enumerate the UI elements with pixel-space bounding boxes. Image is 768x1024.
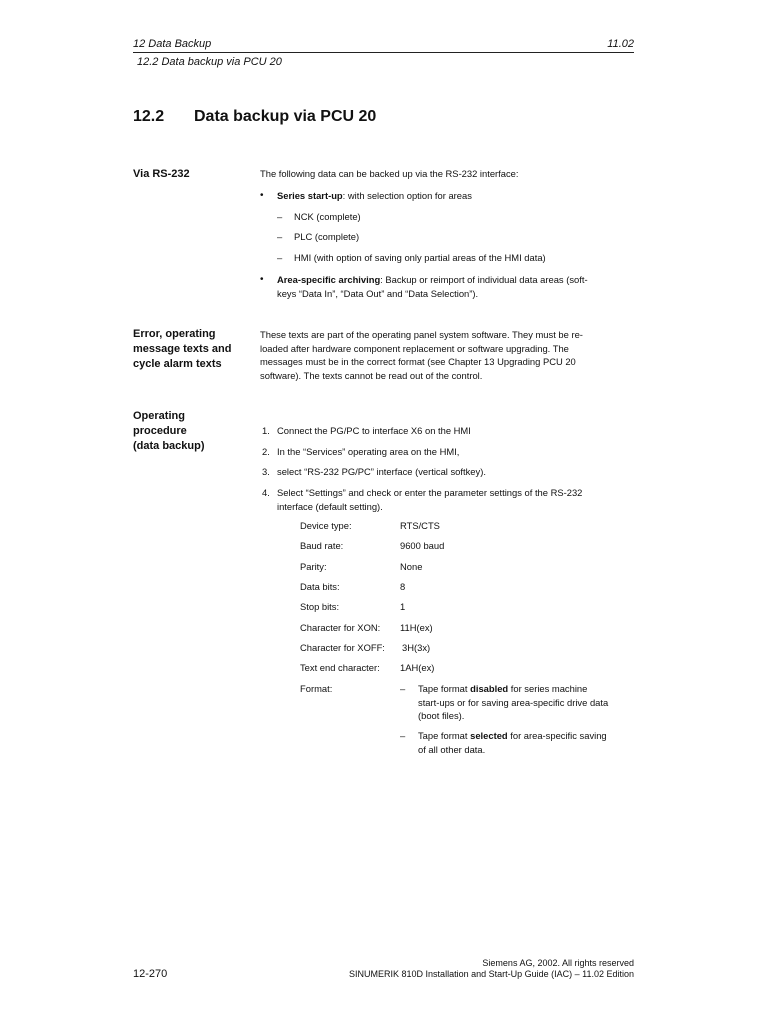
step-text-line: interface (default setting). [277,500,383,512]
step-number: 4. [262,487,270,498]
side-heading-line: Error, operating [133,328,216,340]
bullet-bold-text: Area-specific archiving [277,274,381,285]
side-heading-rs232: Via RS-232 [133,168,190,180]
side-heading-line: procedure [133,425,187,437]
bullet-area-archiving [277,273,642,300]
header-rule [133,52,634,53]
step-number: 3. [262,466,270,477]
running-header-section: 12.2 Data backup via PCU 20 [137,56,282,68]
dash-mark: – [400,730,406,741]
section-number: 12.2 [133,108,165,125]
running-header-chapter: 12 Data Backup [133,38,212,50]
step-text: Connect the PG/PC to interface X6 on the HMI [277,425,471,436]
param-label: Stop bits: [300,601,340,612]
param-value: 3H(3x) [402,642,431,653]
bullet-series-startup [277,189,637,203]
side-heading-line: Operating [133,410,185,422]
running-header-version: 11.02 [607,38,634,50]
side-heading-error-texts [133,327,253,372]
footer-book-title: SINUMERIK 810D Installation and Start-Up Guide (IAC) – 11.02 Edition [349,969,634,979]
param-value: 8 [400,581,406,592]
section-title: Data backup via PCU 20 [194,108,377,125]
bullet-mark: • [260,274,264,285]
dash-mark: – [400,683,406,694]
rs232-intro: The following data can be backed up via the RS-232 interface: [260,168,519,179]
sub-item-plc: PLC (complete) [294,231,360,242]
param-value: 1 [400,601,406,612]
format-text: Tape format [418,730,471,741]
paragraph-line: messages must be in the correct format (see Chapter 13 Upgrading PCU 20 [260,356,576,367]
paragraph-line: software). The texts cannot be read out of the control. [260,369,483,381]
page-number: 12-270 [133,968,168,980]
format-text: for area-specific saving [507,730,607,741]
side-heading-line: cycle alarm texts [133,358,222,370]
param-label: Baud rate: [300,540,344,551]
format-bold-text: disabled [470,683,509,694]
side-heading-line: message texts and [133,343,232,355]
dash-mark: – [277,252,283,263]
step-text [277,486,642,513]
param-label: Character for XOFF: [300,642,385,653]
param-label: Device type: [300,520,352,531]
bullet-mark: • [260,190,264,201]
side-heading-procedure [133,409,253,454]
param-value: RTS/CTS [400,520,440,531]
param-label: Parity: [300,561,327,572]
format-option-disabled [418,682,640,723]
format-text: Tape format [418,683,471,694]
param-value: 11H(ex) [400,622,433,633]
dash-mark: – [277,211,283,222]
format-text-line: (boot files). [418,710,465,721]
step-text: In the “Services” operating area on the HMI, [277,446,460,457]
param-label: Text end character: [300,662,380,673]
format-text-line: of all other data. [418,743,486,755]
format-label: Format: [300,683,333,694]
dash-mark: – [277,231,283,242]
bullet-text: : Backup or reimport of individual data areas (soft- [380,274,588,285]
step-number: 2. [262,446,270,457]
param-label: Character for XON: [300,622,381,633]
sub-item-hmi: HMI (with option of saving only partial areas of the HMI data) [294,252,546,263]
bullet-text: : with selection option for areas [342,190,472,201]
format-option-selected [418,729,640,756]
format-text-line: start-ups or for saving area-specific drive data [418,696,609,708]
step-number: 1. [262,425,270,436]
footer-copyright: Siemens AG, 2002. All rights reserved [482,958,634,968]
format-text: for series machine [508,683,588,694]
step-text: select “RS-232 PG/PC” interface (vertical softkey). [277,466,486,477]
paragraph-line: loaded after hardware component replacement or software upgrading. The [260,342,569,354]
bullet-bold-text: Series start-up [277,190,343,201]
param-value: 9600 baud [400,540,445,551]
paragraph-line: These texts are part of the operating panel system software. They must be re- [260,329,583,340]
param-value: None [400,561,423,572]
param-label: Data bits: [300,581,340,592]
error-texts-paragraph [260,328,640,382]
step-text-line: Select “Settings” and check or enter the parameter settings of the RS-232 [277,487,583,498]
format-bold-text: selected [470,730,508,741]
side-heading-line: (data backup) [133,440,205,452]
bullet-text-line2: keys “Data In”, “Data Out” and “Data Selection”). [277,287,479,299]
param-value: 1AH(ex) [400,662,435,673]
sub-item-nck: NCK (complete) [294,211,361,222]
